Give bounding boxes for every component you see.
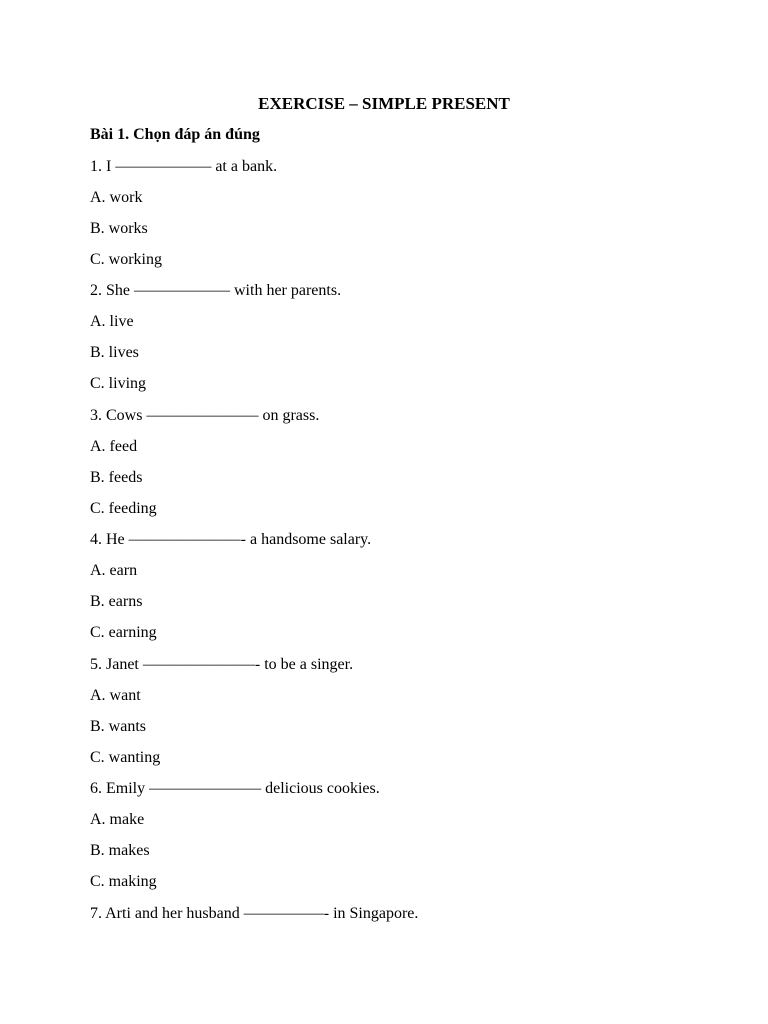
- option-2b: B. lives: [90, 344, 139, 361]
- option-5b: B. wants: [90, 718, 146, 735]
- option-2a: A. live: [90, 313, 134, 330]
- option-5c: C. wanting: [90, 749, 161, 766]
- option-6a: A. make: [90, 811, 145, 828]
- option-3a: A. feed: [90, 438, 138, 455]
- option-4b: B. earns: [90, 593, 143, 610]
- question-6: 6. Emily ——————— delicious cookies.: [90, 780, 380, 797]
- question-2: 2. She —————— with her parents.: [90, 282, 342, 299]
- option-5a: A. want: [90, 687, 141, 704]
- option-1a: A. work: [90, 189, 143, 206]
- option-3c: C. feeding: [90, 500, 157, 517]
- question-4: 4. He ———————- a handsome salary.: [90, 531, 372, 548]
- section-heading: Bài 1. Chọn đáp án đúng: [90, 126, 260, 143]
- option-6c: C. making: [90, 873, 157, 890]
- option-2c: C. living: [90, 375, 147, 392]
- option-3b: B. feeds: [90, 469, 143, 486]
- question-1: 1. I —————— at a bank.: [90, 158, 278, 175]
- option-4a: A. earn: [90, 562, 138, 579]
- question-7: 7. Arti and her husband —————- in Singapore.: [90, 905, 419, 922]
- option-4c: C. earning: [90, 624, 157, 641]
- option-6b: B. makes: [90, 842, 150, 859]
- option-1b: B. works: [90, 220, 148, 237]
- question-3: 3. Cows ——————— on grass.: [90, 407, 320, 424]
- page-title: EXERCISE – SIMPLE PRESENT: [258, 94, 510, 113]
- question-5: 5. Janet ———————- to be a singer.: [90, 656, 354, 673]
- option-1c: C. working: [90, 251, 162, 268]
